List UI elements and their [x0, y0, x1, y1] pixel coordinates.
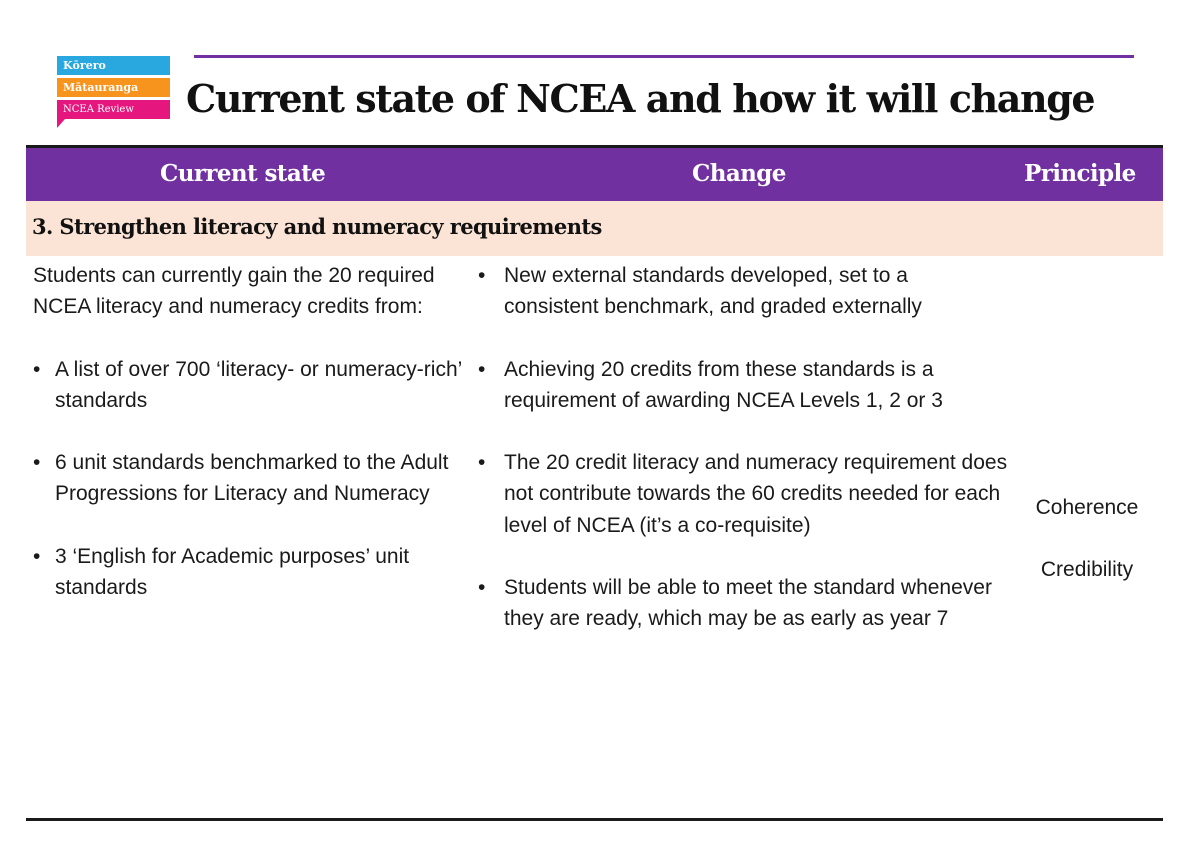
logo-line-matauranga: Mātauranga: [57, 78, 170, 97]
bullet-marker: •: [478, 575, 486, 599]
bullet-marker: •: [478, 357, 486, 381]
change-column: [478, 260, 1008, 666]
change-bullet-text: Students will be able to meet the standard whenever they are ready, which may be as early as year 7: [504, 575, 992, 631]
bullet-marker: •: [478, 451, 486, 475]
change-bullet-text: The 20 credit literacy and numeracy requirement does not contribute towards the 60 credits needed for each level of NCEA (it’s a co-requisite): [504, 451, 1008, 537]
change-bullet-text: New external standards developed, set to a consistent benchmark, and graded externally: [504, 264, 922, 319]
bottom-divider: [26, 818, 1163, 821]
header-change: Change: [692, 160, 786, 187]
logo-speech-tail: [57, 119, 65, 128]
header-current-state: Current state: [160, 160, 326, 187]
current-state-column: [33, 260, 463, 634]
logo-line-korero: Kōrero: [57, 56, 170, 75]
current-state-bullet: [33, 354, 463, 416]
logo-line-ncea-review: NCEA Review: [57, 100, 170, 119]
table-header: [26, 145, 1163, 201]
current-state-bullet-text: A list of over 700 ‘literacy- or numeracy-rich’ standards: [55, 357, 462, 412]
ncea-review-logo: [57, 56, 170, 128]
current-state-bullet-text: 3 ‘English for Academic purposes’ unit standards: [55, 544, 410, 599]
current-state-bullet: [33, 447, 463, 509]
section-heading: 3. Strengthen literacy and numeracy requirements: [32, 214, 602, 239]
section-heading-row: [26, 201, 1163, 256]
change-bullet: [478, 354, 1008, 416]
current-state-bullet: [33, 541, 463, 603]
top-divider: [194, 55, 1134, 58]
change-bullet: [478, 572, 1008, 634]
bullet-marker: •: [33, 544, 41, 568]
current-state-bullet-text: 6 unit standards benchmarked to the Adult Progressions for Literacy and Numeracy: [55, 451, 449, 506]
bullet-marker: •: [33, 451, 41, 475]
bullet-marker: •: [478, 264, 486, 287]
header-principle: Principle: [1024, 160, 1136, 187]
current-state-intro: Students can currently gain the 20 required NCEA literacy and numeracy credits from:: [33, 264, 435, 319]
change-bullet: [478, 447, 1008, 541]
change-bullet: [478, 260, 1008, 322]
page-title: Current state of NCEA and how it will change: [186, 76, 1095, 121]
principle-credibility: Credibility: [1040, 558, 1134, 581]
change-bullet-text: Achieving 20 credits from these standards is a requirement of awarding NCEA Levels 1, 2 or 3: [504, 357, 943, 412]
principle-coherence: Coherence: [1035, 496, 1139, 519]
bullet-marker: •: [33, 357, 41, 381]
